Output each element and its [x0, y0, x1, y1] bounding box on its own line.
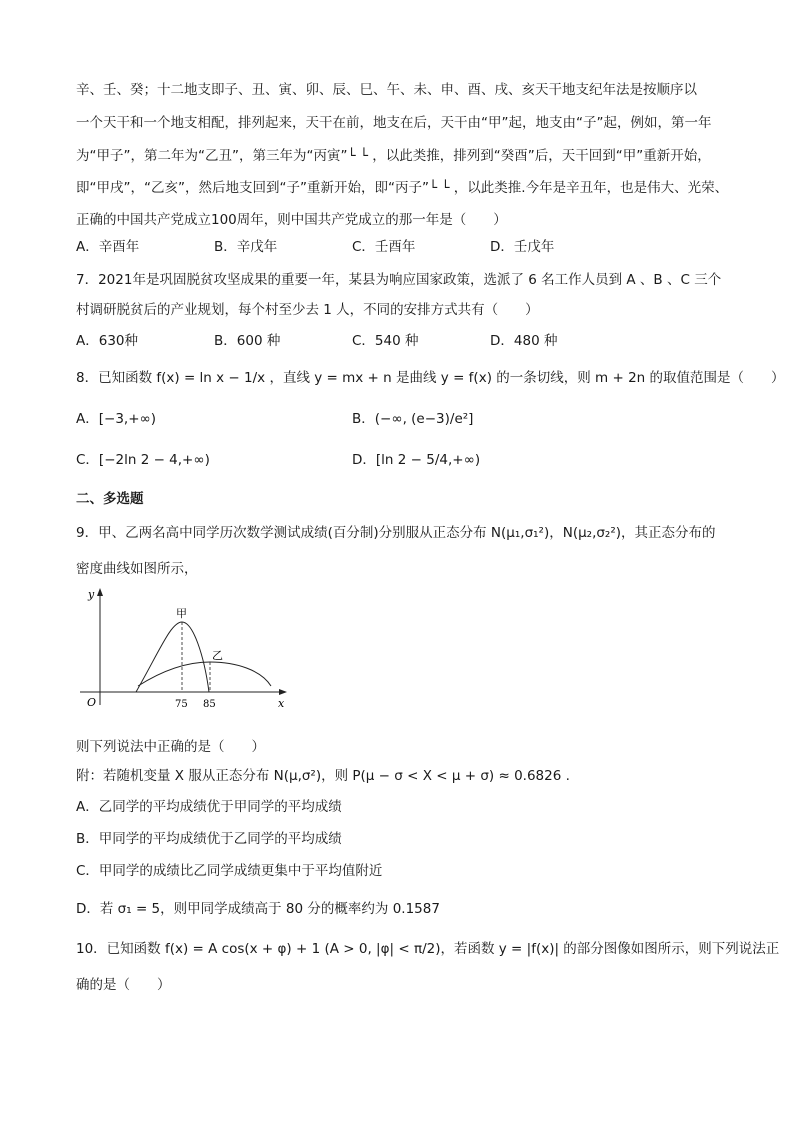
q6-option-c: C．壬酉年 [352, 239, 416, 255]
q8-option-c: C．[−2ln 2 − 4,+∞) [76, 452, 210, 468]
x-axis-label: x [278, 697, 285, 710]
q7-option-a: A．630种 [76, 333, 139, 349]
q8-option-d: D．[ln 2 − 5/4,+∞) [352, 452, 481, 468]
tick-label-85: 85 [203, 699, 216, 710]
q6-line-5: 正确的中国共产党成立100周年，则中国共产党成立的那一年是（ ） [76, 212, 507, 228]
q9-line-2: 密度曲线如图所示， [76, 561, 198, 577]
q9-after-1: 则下列说法中正确的是（ ） [76, 739, 265, 755]
q7-line-1: 7．2021年是巩固脱贫攻坚成果的重要一年，某县为响应国家政策，选派了 6 名工作人员到 A 、B 、C 三个 [76, 272, 722, 288]
x-axis-arrow [279, 689, 287, 695]
q7-option-d: D．480 种 [490, 333, 558, 349]
normal-distribution-figure [76, 585, 296, 715]
q9-line-1: 9．甲、乙两名高中同学历次数学测试成绩(百分制)分别服从正态分布 N(μ₁,σ₁²)，N(μ₂,σ₂²)，其正态分布的 [76, 525, 716, 541]
q10-line-1: 10．已知函数 f(x) = A cos(x + φ) + 1 (A > 0, |φ| < π/2)，若函数 y = |f(x)| 的部分图像如图所示，则下列说法正 [76, 941, 780, 957]
q6-line-3: 为“甲子”，第二年为“乙丑”，第三年为“丙寅”└ └ ，以此类推，排列到“癸酉”后，天干回到“甲”重新开始， [76, 148, 711, 164]
q8-option-b: B．(−∞, (e−3)/e²] [352, 411, 474, 427]
q10-line-2: 确的是（ ） [76, 977, 171, 993]
q6-option-b: B．辛戊年 [214, 239, 278, 255]
q6-line-2: 一个天干和一个地支相配，排列起来，天干在前，地支在后，天干由“甲”起，地支由“子”起，例如，第一年 [76, 115, 712, 131]
curve-label-jia: 甲 [176, 607, 187, 620]
q7-option-b: B．600 种 [214, 333, 281, 349]
q9-option-c: C．甲同学的成绩比乙同学成绩更集中于平均值附近 [76, 863, 383, 879]
q6-line-4: 即“甲戌”，“乙亥”，然后地支回到“子”重新开始，即“丙子”└ └ ，以此类推.今年是辛丑年，也是伟大、光荣、 [76, 180, 729, 196]
q6-option-d: D．壬戊年 [490, 239, 555, 255]
origin-label: O [87, 696, 97, 709]
q9-option-b: B．甲同学的平均成绩优于乙同学的平均成绩 [76, 831, 342, 847]
q9-option-a: A．乙同学的平均成绩优于甲同学的平均成绩 [76, 799, 342, 815]
tick-label-75: 75 [175, 699, 188, 710]
curve-jia [136, 622, 209, 692]
q6-option-a: A．辛酉年 [76, 239, 140, 255]
q9-option-d: D．若 σ₁ = 5，则甲同学成绩高于 80 分的概率约为 0.1587 [76, 901, 440, 917]
q8-stem: 8．已知函数 f(x) = ln x − 1/x ，直线 y = mx + n 是曲线 y = f(x) 的一条切线，则 m + 2n 的取值范围是（ ） [76, 370, 785, 386]
q8-option-a: A．[−3,+∞) [76, 411, 157, 427]
q7-option-c: C．540 种 [352, 333, 419, 349]
q9-after-2: 附：若随机变量 X 服从正态分布 N(μ,σ²)，则 P(μ − σ < X < μ + σ) ≈ 0.6826 . [76, 768, 570, 784]
q7-line-2: 村调研脱贫后的产业规划，每个村至少去 1 人，不同的安排方式共有（ ） [76, 302, 539, 318]
section-heading: 二、多选题 [76, 491, 144, 507]
y-axis-label: y [88, 588, 95, 601]
y-axis-arrow [97, 588, 103, 596]
curve-label-yi: 乙 [212, 649, 223, 662]
q6-line-1: 辛、壬、癸；十二地支即子、丑、寅、卯、辰、巳、午、未、申、酉、戌、亥天干地支纪年法是按顺序以 [76, 82, 697, 98]
